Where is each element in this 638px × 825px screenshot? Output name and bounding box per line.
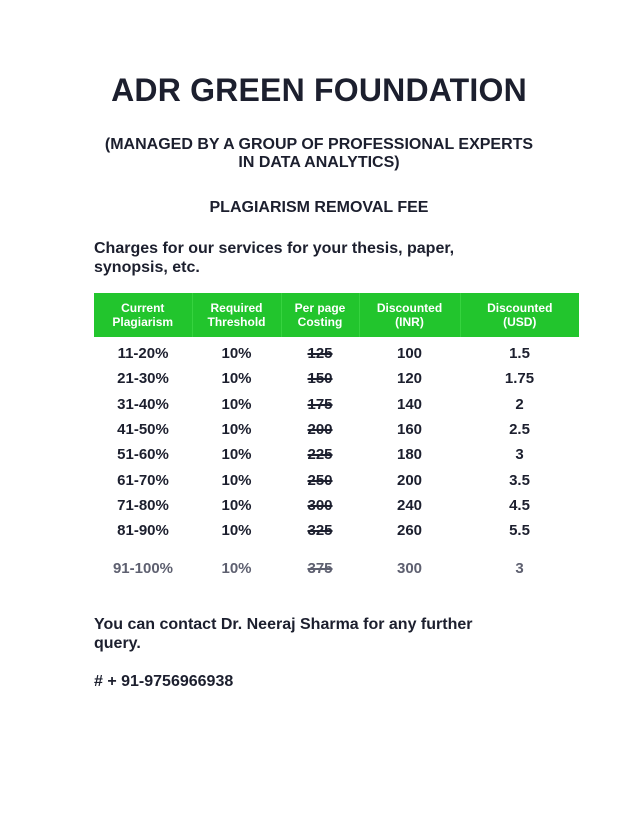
cell-discounted-inr: 120 [396,370,423,388]
cell-discounted-inr: 140 [396,395,423,413]
header-current-plagiarism [94,293,192,337]
intro-text [94,239,514,277]
cell-plagiarism: 41-50% [117,421,169,439]
cell-per-page-cost: 150 [307,370,333,388]
table-row [94,493,579,518]
contact-text [94,615,524,653]
cell-discounted-inr: 100 [396,345,423,363]
cell-per-page-cost: 375 [307,559,333,577]
cell-plagiarism: 71-80% [117,496,169,514]
header-row [94,293,579,337]
table-row [94,366,579,391]
cell-per-page-cost: 125 [307,345,333,363]
header-per-page-costing [281,293,359,337]
cell-threshold: 10% [221,471,252,489]
header-label-line-1: Current [121,301,165,315]
table-row [94,518,579,543]
cell-threshold: 10% [221,370,252,388]
contact-line-2: query. [94,635,141,652]
phone-number: # + 91-9756966938 [94,673,234,690]
subtitle-line-1: (MANAGED BY A GROUP OF PROFESSIONAL EXPERTS [104,136,534,153]
header-label-line-1: Discounted [376,301,443,315]
cell-discounted-usd: 2.5 [509,421,530,439]
fee-table [94,293,579,587]
cell-per-page-cost: 325 [307,522,333,540]
table-row [94,337,579,366]
cell-threshold: 10% [221,522,252,540]
cell-discounted-usd: 3 [515,559,524,577]
table-row [94,442,579,467]
cell-discounted-usd: 1.75 [504,370,535,388]
cell-per-page-cost: 300 [307,496,333,514]
cell-discounted-inr: 240 [396,496,423,514]
header-label-line-2: (USD) [503,315,537,329]
cell-discounted-inr: 200 [396,471,423,489]
header-required-threshold [192,293,281,337]
cell-per-page-cost: 175 [307,395,333,413]
cell-discounted-inr: 260 [396,522,423,540]
table-row [94,467,579,492]
header-label-line-2: (INR) [395,315,424,329]
cell-discounted-usd: 5.5 [509,522,530,540]
cell-threshold: 10% [221,446,252,464]
table-row [94,543,579,587]
page-title: ADR GREEN FOUNDATION [111,72,527,108]
cell-plagiarism: 61-70% [117,471,169,489]
cell-plagiarism: 81-90% [117,522,169,540]
cell-plagiarism: 51-60% [117,446,169,464]
header-label-line-1: Required [210,301,263,315]
cell-threshold: 10% [221,496,252,514]
cell-discounted-usd: 4.5 [509,496,530,514]
cell-plagiarism: 21-30% [117,370,169,388]
contact-line-1: You can contact Dr. Neeraj Sharma for any further [94,616,473,633]
intro-line-1: Charges for our services for your thesis, paper, [94,240,455,257]
cell-threshold: 10% [221,421,252,439]
intro-line-2: synopsis, etc. [94,259,200,276]
cell-discounted-usd: 3.5 [509,471,530,489]
header-label-line-2: Plagiarism [112,315,174,329]
table-row [94,417,579,442]
section-title: PLAGIARISM REMOVAL FEE [209,199,429,216]
cell-threshold: 10% [221,559,252,577]
header-discounted-usd [460,293,579,337]
cell-discounted-usd: 3 [515,446,524,464]
cell-per-page-cost: 200 [307,421,333,439]
header-label-line-2: Threshold [207,315,266,329]
fee-table-body [94,337,579,587]
header-label-line-2: Costing [297,315,343,329]
cell-discounted-inr: 300 [396,559,423,577]
cell-per-page-cost: 225 [307,446,333,464]
cell-discounted-usd: 1.5 [509,345,530,363]
cell-threshold: 10% [221,345,252,363]
subtitle [0,136,638,172]
header-label-line-1: Per page [294,301,346,315]
table-row [94,392,579,417]
cell-per-page-cost: 250 [307,471,333,489]
cell-discounted-inr: 180 [396,446,423,464]
cell-plagiarism: 11-20% [117,345,169,363]
cell-threshold: 10% [221,395,252,413]
cell-plagiarism: 31-40% [117,395,169,413]
subtitle-line-2: IN DATA ANALYTICS) [238,154,400,171]
cell-plagiarism: 91-100% [112,559,174,577]
fee-table-header [94,293,579,337]
cell-discounted-usd: 2 [515,395,524,413]
header-label-line-1: Discounted [487,301,553,315]
cell-discounted-inr: 160 [396,421,423,439]
header-discounted-inr [359,293,460,337]
